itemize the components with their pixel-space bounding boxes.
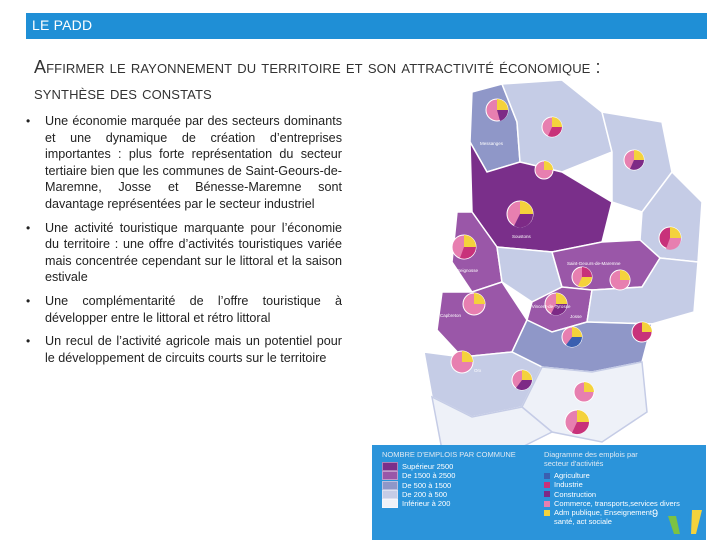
pie-chart-icon xyxy=(572,267,592,287)
legend-item: De 200 à 500 xyxy=(382,490,516,499)
place-label-capbreton: Capbreton xyxy=(440,313,462,318)
list-item: • Un recul de l’activité agricole mais un potentiel pour le développement de circuits courts sur le territoire xyxy=(22,333,342,366)
legend-swatch xyxy=(382,462,398,471)
legend-item: Supérieur 2500 xyxy=(382,462,516,471)
place-label-soustons: Soustons xyxy=(512,234,531,239)
page-title-line2: synthèse des constats xyxy=(34,83,212,103)
pie-chart-icon xyxy=(562,327,582,347)
legend-item: Construction xyxy=(544,490,680,499)
pie-chart-icon xyxy=(452,235,476,259)
header-label: LE PADD xyxy=(32,17,93,33)
legend-item: Adm publique, Enseignement, xyxy=(544,508,680,517)
place-label-josse: Josse xyxy=(570,314,582,319)
legend-item: Agriculture xyxy=(544,471,680,480)
legend-item: santé, act sociale xyxy=(554,517,612,527)
place-label-saint-vincent: Saint-Vincent-de-Tyrosse xyxy=(520,304,571,309)
legend-swatch xyxy=(544,510,550,516)
legend-title-left: NOMBRE D'EMPLOIS PAR COMMUNE xyxy=(382,450,516,459)
legend-item: Inférieur à 200 xyxy=(382,499,516,508)
legend-swatch xyxy=(382,499,398,508)
commune-capbreton xyxy=(437,282,527,357)
pie-chart-icon xyxy=(542,117,562,137)
legend-swatch xyxy=(544,501,550,507)
place-label-saint-geours: Saint-Geours-de-Maremne xyxy=(567,261,621,266)
list-item: • Une complémentarité de l’offre touristique à développer entre le littoral et rétro littoral xyxy=(22,293,342,326)
legend-swatch xyxy=(544,491,550,497)
map-legend xyxy=(372,445,706,540)
header-bar xyxy=(26,13,707,39)
pie-chart-icon xyxy=(486,99,508,121)
legend-item: Commerce, transports,services divers xyxy=(544,499,680,508)
pie-chart-icon xyxy=(632,322,652,342)
place-label-orx: Orx xyxy=(474,368,482,373)
place-label-messanges: Messanges xyxy=(480,141,504,146)
pie-chart-icon xyxy=(512,370,532,390)
legend-swatch xyxy=(382,490,398,499)
pie-chart-icon xyxy=(610,270,630,290)
pie-chart-icon xyxy=(565,410,589,434)
pie-chart-icon xyxy=(535,161,553,179)
legend-swatch xyxy=(544,482,550,488)
pie-chart-icon xyxy=(507,201,533,227)
pie-chart-icon xyxy=(659,227,681,250)
page-title-line1: Affirmer le rayonnement du territoire et son attractivité économique : xyxy=(34,57,601,77)
pie-chart-icon xyxy=(574,382,594,402)
place-label-seignosse: Seignosse xyxy=(457,268,479,273)
legend-swatch xyxy=(382,481,398,490)
pie-chart-icon xyxy=(451,351,473,373)
employment-map xyxy=(402,62,720,452)
pie-chart-icon xyxy=(463,293,485,315)
legend-employment-classes xyxy=(382,450,516,508)
pie-chart-icon xyxy=(624,150,644,170)
legend-swatch xyxy=(544,473,550,479)
page-number: 9 xyxy=(652,508,659,520)
legend-item: Industrie xyxy=(544,480,680,489)
legend-item: De 500 à 1500 xyxy=(382,481,516,490)
legend-title-right: Diagramme des emplois par secteur d'activités xyxy=(544,450,638,468)
legend-item: De 1500 à 2500 xyxy=(382,471,516,480)
findings-list xyxy=(22,113,342,373)
list-item: • Une activité touristique marquante pour l’économie du territoire : une offre d’activités touristiques variée mais concentrée cependant sur le littoral et la saison estivale xyxy=(22,220,342,286)
legend-swatch xyxy=(382,471,398,480)
legend-sectors xyxy=(544,450,680,527)
list-item: • Une économie marquée par des secteurs dominants et une dynamique de création d’entreprises importantes : plus forte représentation du secteur tertiaire bien que les communes de Saint-Geours-de-Maremne, Josse et Bénesse-Maremne sont davantage représentées par le secteur industriel xyxy=(22,113,342,213)
brand-logo-icon xyxy=(664,508,708,536)
